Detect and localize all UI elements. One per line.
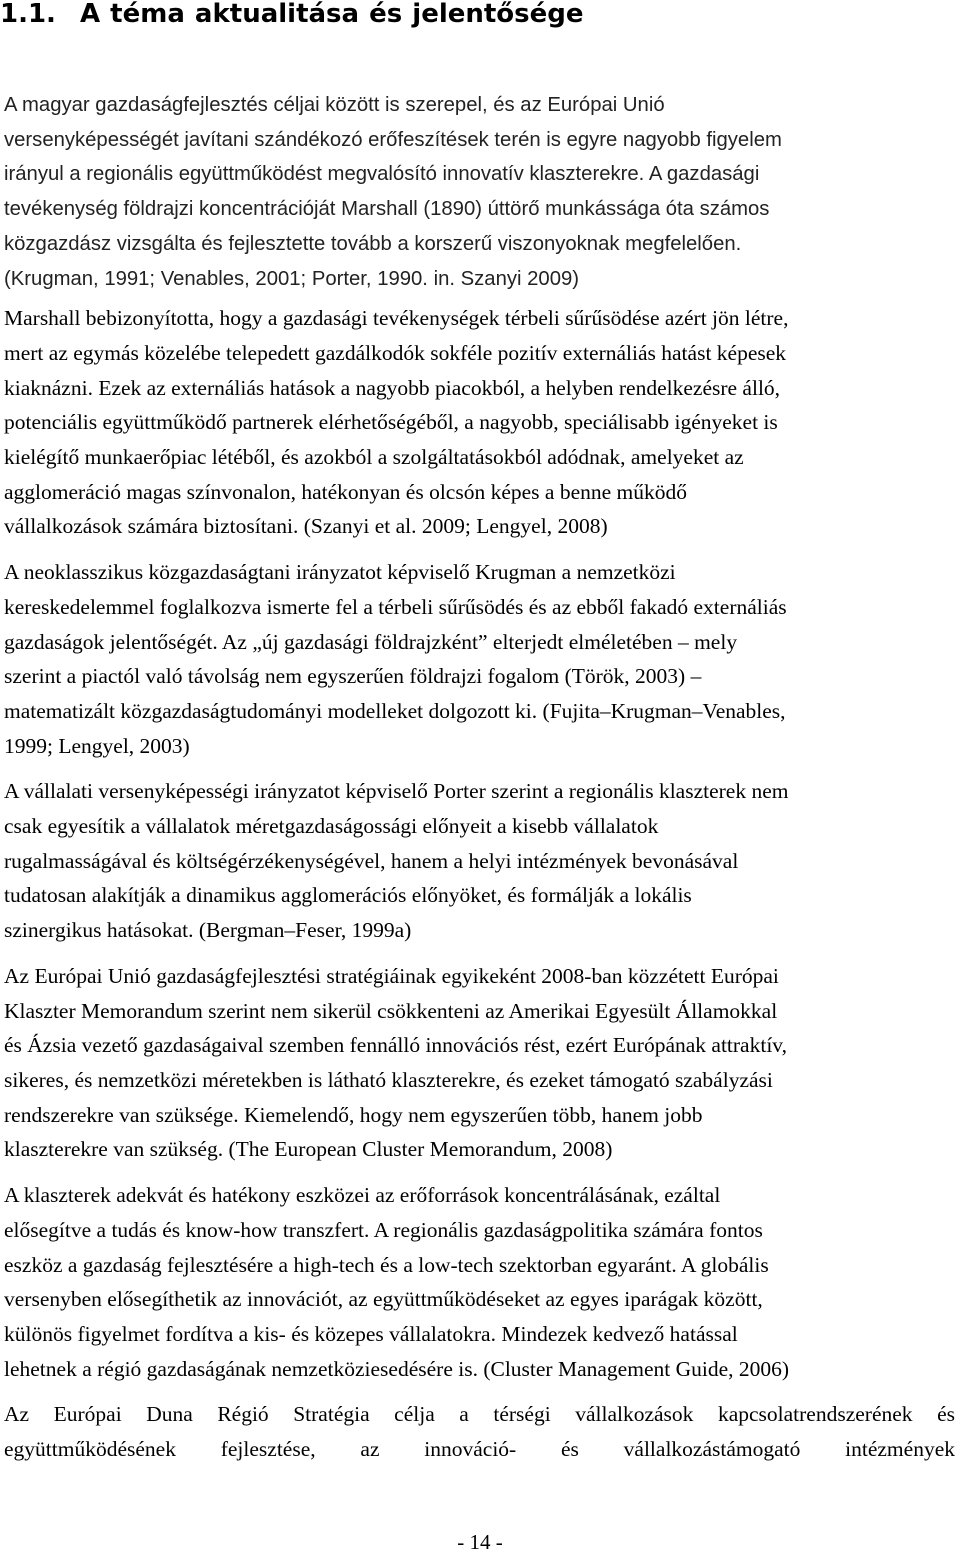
text-line: mert az egymás közelébe telepedett gazdálkodók sokféle pozitív externáliás hatást képesek (4, 340, 787, 365)
text-line: lehetnek a régió gazdaságának nemzetköziesedésére is. (Cluster Management Guide, 2006) (4, 1356, 790, 1381)
text-line: szerint a piactól való távolság nem egyszerűen földrajzi fogalom (Török, 2003) – (4, 664, 702, 689)
text-line: és Ázsia vezető gazdaságaival szemben fennálló innovációs rést, ezért Európának attraktív, (4, 1033, 788, 1058)
text-line: elősegítve a tudás és know-how transzfert. A regionális gazdaságpolitika számára fontos (4, 1217, 763, 1242)
paragraph (4, 555, 955, 763)
paragraph (4, 774, 955, 948)
text-line: A neoklasszikus közgazdaságtani irányzatot képviselő Krugman a nemzetközi (4, 560, 676, 585)
text-line: Marshall bebizonyította, hogy a gazdasági tevékenységek térbeli sűrűsödése azért jön létre, (4, 306, 789, 331)
paragraph (4, 88, 955, 296)
text-line: rugalmasságával és költségérzékenységével, hanem a helyi intézmények bevonásával (4, 848, 739, 873)
text-line: potenciális együttműködő partnerek elérhetőségéből, a nagyobb, speciálisabb igényeket is (4, 410, 778, 435)
text-line: kereskedelemmel foglalkozva ismerte fel a térbeli sűrűsödés és az ebből fakadó externáliás (4, 594, 787, 619)
text-line: versenyben elősegíthetik az innovációt, az együttműködéseket az egyes iparágak között, (4, 1287, 763, 1312)
section-number: 1.1. (0, 0, 56, 29)
paragraph (4, 1397, 955, 1466)
text-line: csak egyesítik a vállalatok méretgazdaságossági előnyeit a kisebb vállalatok (4, 814, 659, 839)
text-line: irányul a regionális együttműködést megvalósító innovatív klaszterekre. A gazdasági (4, 163, 760, 186)
text-line: gazdaságok jelentőségét. Az „új gazdasági földrajzként” elterjedt elméletében – mely (4, 629, 738, 654)
text-line: közgazdász vizsgálta és fejlesztette tovább a korszerű viszonyoknak megfelelően. (4, 232, 742, 255)
section-title: A téma aktualitása és jelentősége (80, 0, 584, 29)
text-line: együttműködésének fejlesztése, az innováció- és vállalkozástámogató intézmények (4, 1437, 955, 1462)
text-line: vállalkozások számára biztosítani. (Szanyi et al. 2009; Lengyel, 2008) (4, 514, 608, 539)
text-line: A vállalati versenyképességi irányzatot képviselő Porter szerint a regionális klaszterek nem (4, 779, 789, 804)
paragraph (4, 301, 955, 544)
text-line: Az Európai Duna Régió Stratégia célja a térségi vállalkozások kapcsolatrendszerének és (4, 1402, 955, 1427)
paragraph (4, 959, 955, 1167)
text-line: versenyképességét javítani szándékozó erőfeszítések terén is egyre nagyobb figyelem (4, 128, 782, 151)
text-line: tevékenység földrajzi koncentrációját Marshall (1890) úttörő munkássága óta számos (4, 198, 770, 221)
text-line: kielégítő munkaerőpiac létéből, és azokból a szolgáltatásokból adódnak, amelyeket az (4, 445, 744, 470)
text-line: különös figyelmet fordítva a kis- és közepes vállalatokra. Mindezek kedvező hatással (4, 1321, 738, 1346)
text-line: tudatosan alakítják a dinamikus agglomerációs előnyöket, és formálják a lokális (4, 883, 692, 908)
text-line: eszköz a gazdaság fejlesztésére a high-tech és a low-tech szektorban egyaránt. A globális (4, 1252, 769, 1277)
section-heading (0, 0, 584, 34)
body-text (4, 88, 955, 1467)
text-line: rendszerekre van szüksége. Kiemelendő, hogy nem egyszerűen több, hanem jobb (4, 1102, 703, 1127)
text-line: szinergikus hatásokat. (Bergman–Feser, 1999a) (4, 918, 412, 943)
paragraph (4, 1178, 955, 1386)
text-line: A klaszterek adekvát és hatékony eszközei az erőforrások koncentrálásának, ezáltal (4, 1183, 721, 1208)
text-line: klaszterekre van szükség. (The European Cluster Memorandum, 2008) (4, 1137, 613, 1162)
text-line: sikeres, és nemzetközi méretekben is látható klaszterekre, és ezeket támogató szabályzási (4, 1067, 773, 1092)
text-line: matematizált közgazdaságtudományi modelleket dolgozott ki. (Fujita–Krugman–Venables, (4, 698, 786, 723)
text-line: A magyar gazdaságfejlesztés céljai között is szerepel, és az Európai Unió (4, 94, 665, 116)
text-line: agglomeráció magas színvonalon, hatékonyan és olcsón képes a benne működő (4, 479, 688, 504)
text-line: 1999; Lengyel, 2003) (4, 733, 190, 758)
text-line: (Krugman, 1991; Venables, 2001; Porter, 1990. in. Szanyi 2009) (4, 267, 580, 290)
text-line: Az Európai Unió gazdaságfejlesztési stratégiáinak egyikeként 2008-ban közzétett Európai (4, 963, 779, 988)
text-line: kiaknázni. Ezek az externáliás hatások a nagyobb piacokból, a helyben rendelkezésre álló, (4, 375, 781, 400)
page-number: - 14 - (457, 1530, 503, 1554)
text-line: Klaszter Memorandum szerint nem sikerül csökkenteni az Amerikai Egyesült Államokkal (4, 998, 778, 1023)
